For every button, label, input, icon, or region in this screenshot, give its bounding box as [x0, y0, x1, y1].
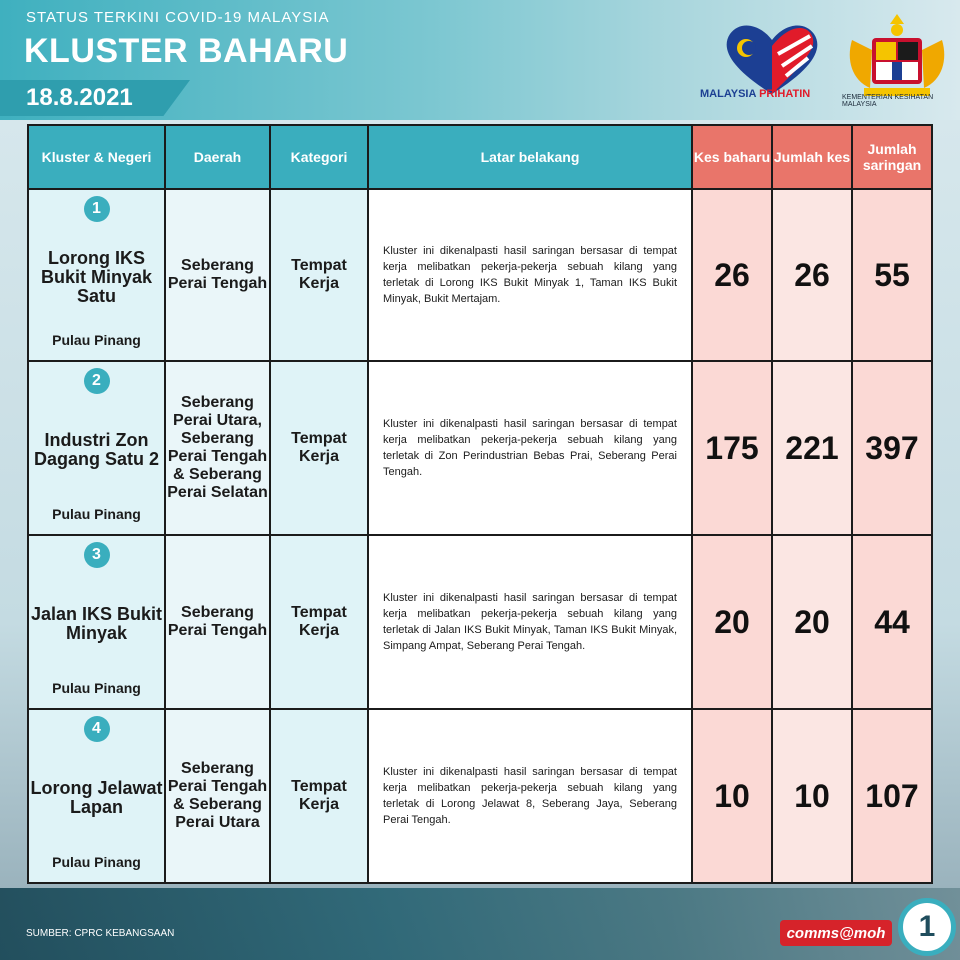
col-header-jumlah-kes: Jumlah kes — [773, 126, 853, 188]
date-label: 18.8.2021 — [26, 84, 133, 111]
cluster-cell — [29, 362, 166, 534]
jumlah-kes-cell: 20 — [773, 536, 853, 708]
daerah-cell: Seberang Perai Tengah — [166, 190, 271, 360]
col-header-kategori: Kategori — [271, 126, 369, 188]
page-title: KLUSTER BAHARU — [24, 32, 349, 70]
table-row — [29, 708, 931, 882]
kes-baharu-cell: 10 — [693, 710, 773, 882]
prihatin-wordmark: MALAYSIA PRIHATIN — [700, 88, 811, 100]
cluster-cell — [29, 710, 166, 882]
jumlah-kes-cell: 26 — [773, 190, 853, 360]
cluster-state: Pulau Pinang — [52, 854, 141, 870]
cluster-number-badge: 3 — [84, 542, 110, 568]
header-kicker: STATUS TERKINI COVID-19 MALAYSIA — [26, 9, 330, 26]
comms-moh-badge: comms@moh — [780, 920, 892, 946]
table-row — [29, 534, 931, 708]
cluster-state: Pulau Pinang — [52, 332, 141, 348]
col-header-jumlah-saringan: Jumlah saringan — [853, 126, 931, 188]
cluster-cell — [29, 536, 166, 708]
jumlah-kes-cell: 221 — [773, 362, 853, 534]
cluster-number-badge: 2 — [84, 368, 110, 394]
latar-cell: Kluster ini dikenalpasti hasil saringan bersasar di tempat kerja melibatkan pekerja-pekerja sebuah kilang yang terletak di Lorong Jelawat 8, Seberang Jaya, Seberang Perai Tengah. — [369, 710, 693, 882]
table-row — [29, 188, 931, 360]
jumlah-saringan-cell: 397 — [853, 362, 931, 534]
daerah-cell: Seberang Perai Utara, Seberang Perai Tengah & Seberang Perai Selatan — [166, 362, 271, 534]
col-header-daerah: Daerah — [166, 126, 271, 188]
col-header-latar: Latar belakang — [369, 126, 693, 188]
cluster-table — [27, 124, 933, 884]
latar-cell: Kluster ini dikenalpasti hasil saringan bersasar di tempat kerja melibatkan pekerja-pekerja sebuah kilang yang terletak di Lorong IKS Bukit Minyak 1, Taman IKS Bukit Minyak, Bukit Mertajam. — [369, 190, 693, 360]
cluster-cell — [29, 190, 166, 360]
kes-baharu-cell: 175 — [693, 362, 773, 534]
daerah-cell: Seberang Perai Tengah & Seberang Perai Utara — [166, 710, 271, 882]
kategori-cell: Tempat Kerja — [271, 710, 369, 882]
cluster-number-badge: 4 — [84, 716, 110, 742]
cluster-name: Lorong Jelawat Lapan — [30, 778, 163, 817]
latar-cell: Kluster ini dikenalpasti hasil saringan bersasar di tempat kerja melibatkan pekerja-pekerja sebuah kilang yang terletak di Zon Perindustrian Bebas Prai, Seberang Perai Tengah. — [369, 362, 693, 534]
cluster-name: Industri Zon Dagang Satu 2 — [33, 430, 160, 469]
jumlah-saringan-cell: 107 — [853, 710, 931, 882]
kes-baharu-cell: 20 — [693, 536, 773, 708]
jumlah-saringan-cell: 44 — [853, 536, 931, 708]
table-row — [29, 360, 931, 534]
latar-cell: Kluster ini dikenalpasti hasil saringan bersasar di tempat kerja melibatkan pekerja-pekerja sebuah kilang yang terletak di Jalan IKS Bukit Minyak, Taman IKS Bukit Minyak, Simpang Ampat, Seberang Perai Tengah. — [369, 536, 693, 708]
cluster-name: Jalan IKS Bukit Minyak — [30, 604, 163, 643]
col-header-kes-baharu: Kes baharu — [693, 126, 773, 188]
jumlah-saringan-cell: 55 — [853, 190, 931, 360]
kkm-wordmark: KEMENTERIAN KESIHATAN MALAYSIA — [842, 94, 934, 108]
kategori-cell: Tempat Kerja — [271, 362, 369, 534]
cluster-state: Pulau Pinang — [52, 680, 141, 696]
kes-baharu-cell: 26 — [693, 190, 773, 360]
cluster-number-badge: 1 — [84, 196, 110, 222]
table-header — [29, 126, 931, 188]
daerah-cell: Seberang Perai Tengah — [166, 536, 271, 708]
source-label: SUMBER: CPRC KEBANGSAAN — [26, 928, 175, 939]
kategori-cell: Tempat Kerja — [271, 536, 369, 708]
cluster-state: Pulau Pinang — [52, 506, 141, 522]
kategori-cell: Tempat Kerja — [271, 190, 369, 360]
jumlah-kes-cell: 10 — [773, 710, 853, 882]
cluster-name: Lorong IKS Bukit Minyak Satu — [40, 247, 153, 306]
page-number: 1 — [898, 898, 956, 956]
col-header-kluster: Kluster & Negeri — [29, 126, 166, 188]
